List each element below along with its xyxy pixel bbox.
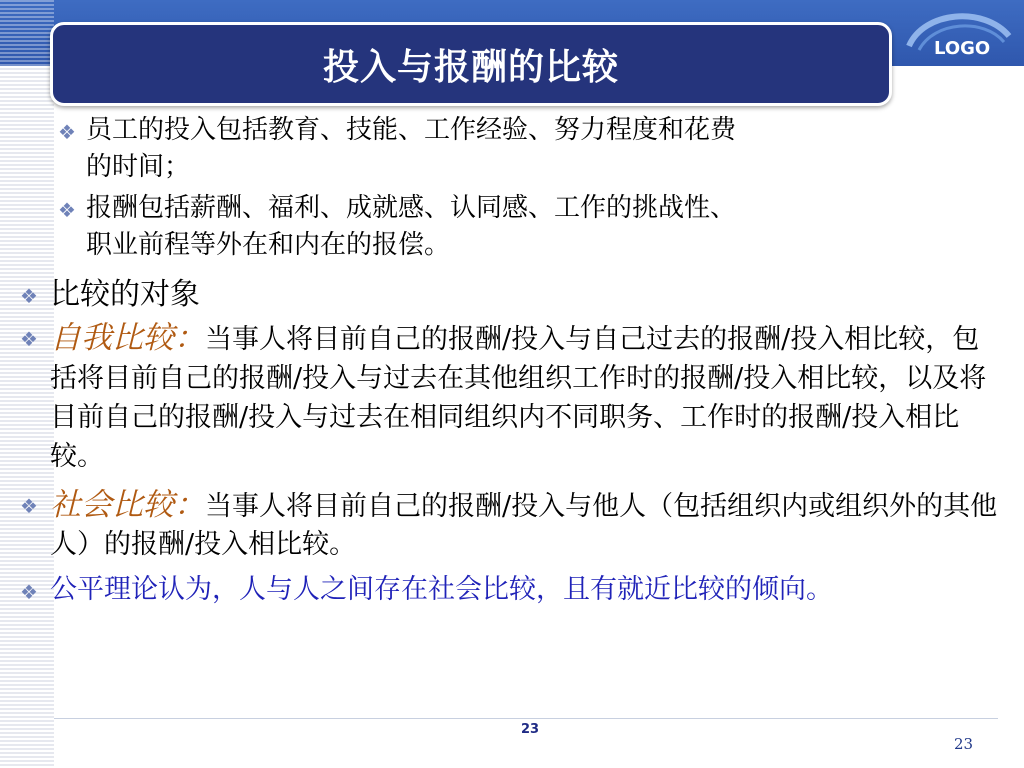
diamond-bullet-icon: ❖ <box>20 580 38 604</box>
bullet-fairness <box>20 572 1000 608</box>
diamond-bullet-icon: ❖ <box>58 198 76 222</box>
bullet-text-line1: 报酬包括薪酬、福利、成就感、认同感、工作的挑战性、 <box>86 193 737 223</box>
compare-object-text: 比较的对象 <box>50 277 200 312</box>
logo-text: LOGO <box>934 38 991 59</box>
bullet-social-compare <box>20 486 1000 564</box>
title-box <box>50 22 892 106</box>
bullet-reward <box>20 190 1000 264</box>
diamond-bullet-icon: ❖ <box>20 284 38 308</box>
social-compare-text: 当事人将目前自己的报酬/投入与他人（包括组织内或组织外的其他人）的报酬/投入相比较。 <box>50 491 998 560</box>
social-compare-lead: 社会比较： <box>50 487 205 523</box>
bullet-compare-object <box>20 276 1000 313</box>
bullet-text-line2: 职业前程等外在和内在的报偿。 <box>86 230 451 260</box>
bullet-text-line1: 员工的投入包括教育、技能、工作经验、努力程度和花费 <box>86 115 737 145</box>
bullet-investment <box>20 112 1000 186</box>
diamond-bullet-icon: ❖ <box>20 494 38 518</box>
footer-divider <box>54 718 998 719</box>
bullet-self-compare <box>20 319 1000 476</box>
page-number-center: 23 <box>520 722 540 737</box>
slide-content <box>20 112 1000 608</box>
self-compare-lead: 自我比较： <box>50 320 205 356</box>
self-compare-text: 当事人将目前自己的报酬/投入与自己过去的报酬/投入相比较，包括将目前自己的报酬/投入与过去在其他组织工作时的报酬/投入相比较，以及将目前自己的报酬/投入与过去在相同组织内不同职务、工作时的报酬/投入相比较。 <box>50 324 987 472</box>
bullet-text-line2: 的时间； <box>86 152 191 182</box>
page-number-right: 23 <box>954 735 974 753</box>
diamond-bullet-icon: ❖ <box>58 120 76 144</box>
fairness-text: 公平理论认为，人与人之间存在社会比较，且有就近比较的倾向。 <box>50 574 833 605</box>
slide-title: 投入与报酬的比较 <box>322 47 619 88</box>
diamond-bullet-icon: ❖ <box>20 327 38 351</box>
